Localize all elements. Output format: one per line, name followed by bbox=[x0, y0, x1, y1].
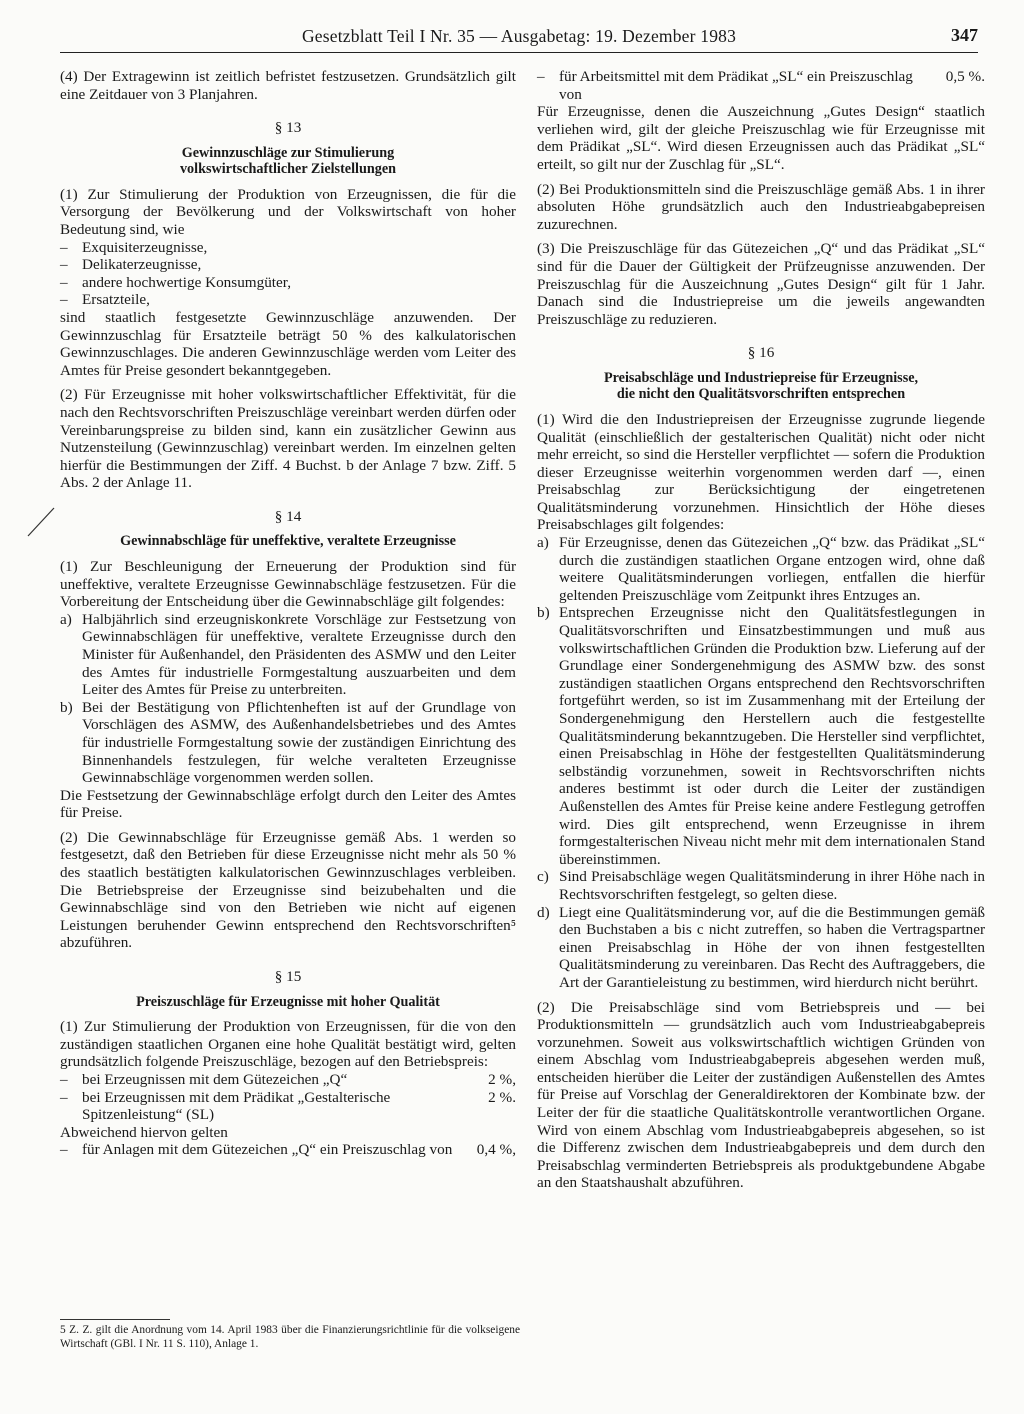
s16-paragraph-2: (2) Die Preisabschläge sind vom Betriebspreis und — bei Produktionsmitteln — grundsätzlich auch vom Industrieabgabepreis vorzunehmen. Soweit aus volkswirtschaftlich wichtigen Gründen von einem Abschlag vom Industrieabgabepreis abgesehen werden muß, entscheiden hierüber die Leiter der zuständigen Außenstellen des Amtes für Preise auf Vorschlag der Generaldirektoren der Kombinate bzw. der Leiter der für die staatliche Qualitätskontrolle verantwortlichen Organe. Wird von einem Abschlag vom Industrieabgabepreis abgesehen, so ist die Differenz zwischen dem Industrieabgabepreis und dem durch den Preisabschlag verminderten Betriebspreis als produktgebundene Abgabe an den Staatshaushalt abzuführen. bbox=[537, 998, 985, 1192]
s14-item-b: b) Bei der Bestätigung von Pflichtenheften ist auf der Grundlage von Vorschlägen des ASMW, des Außenhandelsbetriebes und des Amtes für industrielle Formgestaltung sowie der zuständigen Einrichtung des Binnenhandels festzulegen, für welche veralteten Erzeugnisse Gewinnabschläge vorgenommen werden sollen. bbox=[60, 698, 516, 787]
page-header bbox=[60, 26, 978, 53]
s13-list-item: – andere hochwertige Konsumgüter, bbox=[60, 273, 291, 291]
section-13-title-line2: volkswirtschaftlicher Zielstellungen bbox=[179, 161, 397, 178]
s13-list-item: – Exquisiterzeugnisse, bbox=[60, 238, 208, 256]
s15-paragraph-1: (1) Zur Stimulierung der Produktion von Erzeugnissen, für die von den zuständigen staatlichen Organen eine hohe Qualität bestätigt wird, gelten grundsätzlich folgende Preiszuschläge, bezogen auf den Betriebspreis: bbox=[60, 1018, 516, 1071]
section-16-title bbox=[537, 370, 985, 403]
handwritten-stroke bbox=[22, 500, 62, 540]
header-title: Gesetzblatt Teil I Nr. 35 — Ausgabetag: 19. Dezember 1983 bbox=[301, 26, 737, 46]
s14-item-a: a) Halbjährlich sind erzeugniskonkrete Vorschläge zur Festsetzung von Gewinnabschlägen für uneffektive, veraltete Erzeugnisse durch den Minister für Außenhandel, den Präsidenten des ASMW und den Leiter des Amtes für industrielle Formgestaltung auszuarbeiten und dem Leiter des Amtes für Preise zu unterbreiten. bbox=[60, 610, 516, 699]
left-column bbox=[60, 68, 516, 1159]
s13-paragraph-1b: sind staatlich festgesetzte Gewinnzuschläge anzuwenden. Der Gewinnzuschlag für Ersatzteile beträgt 50 % des kalkulatorischen Gewinnzuschlages. Die anderen Gewinnzuschläge werden vom Leiter des Amtes für Preise gesondert bekanntgegeben. bbox=[60, 308, 516, 379]
footnote: 5 Z. Z. gilt die Anordnung vom 14. April 1983 über die Finanzierungsrichtlinie für die volkseigene Wirtschaft (GBl. I Nr. 11 S. 110), Anlage 1. bbox=[60, 1324, 520, 1350]
s16-paragraph-1: (1) Wird die den Industriepreisen der Erzeugnisse zugrunde liegende Qualität (einschließlich der gestalterischen Qualität) nicht oder nicht mehr erreicht, so sind die Hersteller verpflichtet — sofern die Produktion dieser Erzeugnisse weiterhin vorgenommen werden darf —, einen Preisabschlag zur Berücksichtigung der eingetretenen Qualitätsminderung vorzunehmen. Hinsichtlich der Höhe dieses Preisabschlages gilt folgendes: bbox=[537, 410, 985, 534]
section-16-title-line1: Preisabschläge und Industriepreise für Erzeugnisse, bbox=[603, 369, 919, 386]
s15-abweichend: Abweichend hiervon gelten bbox=[60, 1123, 228, 1141]
s15-paragraph-3: (3) Die Preiszuschläge für das Gütezeichen „Q“ und das Prädikat „SL“ sind für die Dauer der Gültigkeit der Prüfzeugnisse anzuwenden. Der Preiszuschlag für die Auszeichnung „Gutes Design“ gilt für 1 Jahr. Danach sind die Industriepreise um die jeweils angewandten Preiszuschläge zu reduzieren. bbox=[537, 240, 985, 328]
s16-item-c: c) Sind Preisabschläge wegen Qualitätsminderung in ihrer Höhe nach in Rechtsvorschriften festgelegt, so gelten diese. bbox=[537, 868, 985, 903]
s16-item-a: a) Für Erzeugnisse, denen das Gütezeichen „Q“ bzw. das Prädikat „SL“ durch die zuständigen staatlichen Organe entzogen wird, ohne daß weitere Qualitätsminderungen vorliegen, entfallen die hierfür geltenden Preiszuschläge vom Zeitpunkt ihres Entzuges an. bbox=[537, 534, 985, 604]
s15-paragraph-1c: Für Erzeugnisse, denen die Auszeichnung „Gutes Design“ staatlich verliehen wird, gilt der gleiche Preiszuschlag wie für Erzeugnisse mit dem Prädikat „SL“. Wird diesen Erzeugnissen auch das Prädikat „SL“ erteilt, so gilt nur der Zuschlag für „SL“. bbox=[537, 103, 985, 173]
section-13-title-line1: Gewinnzuschläge zur Stimulierung bbox=[181, 144, 395, 161]
section-15-number: § 15 bbox=[274, 968, 302, 986]
s15-rate-row: – für Anlagen mit dem Gütezeichen „Q“ ein Preiszuschlag von 0,4 %, bbox=[60, 1141, 516, 1159]
s16-item-d: d) Liegt eine Qualitätsminderung vor, auf die die Bestimmungen gemäß den Buchstaben a bis c nicht zutreffen, so haben die Vertragspartner einen Preisabschlag in Höhe der von ihnen festgestellten Qualitätsminderung zu vereinbaren. Das Recht des Auftraggebers, die Art der Garantieleistung zu bestimmen, wird hierdurch nicht berührt. bbox=[537, 903, 985, 991]
s14-paragraph-2: (2) Die Gewinnabschläge für Erzeugnisse gemäß Abs. 1 werden so festgesetzt, daß den Betrieben für diese Erzeugnisse nicht mehr als 50 % des staatlich bestätigten kalkulatorischen Gewinnzuschlages verbleiben. Die Betriebspreise der Erzeugnisse sind beizubehalten und die Gewinnabschläge sind von den Betrieben wie nicht auf eigenen Leistungen beruhender Gewinn entsprechend den Rechtsvorschriften⁵ abzuführen. bbox=[60, 828, 516, 952]
section-14-number: § 14 bbox=[274, 507, 302, 525]
s16-item-b: b) Entsprechen Erzeugnisse nicht den Qualitätsfestlegungen in Qualitätsvorschriften und Einsatzbestimmungen und muß aus volkswirtschaftlichen Gründen die Produktion bzw. Lieferung auf der Grundlage einer Sondergenehmigung des ASMW bzw. des sonst zuständigen staatlichen Organs entsprechend den Rechtsvorschriften fortgeführt werden, so ist im Zusammenhang mit der Erteilung der Sondergenehmigung den Herstellern auch die festgestellte Qualitätsminderung bekanntzugeben. Die Hersteller sind verpflichtet, einen Preisabschlag in Höhe der festgestellten Qualitätsminderung selbständig vorzunehmen, soweit in Rechtsvorschriften nichts anderes bestimmt ist oder durch die Leiter der zuständigen Außenstellen des Amtes für Preise keine andere Festlegung getroffen wird. Dies gilt entsprechend, wenn Erzeugnisse in ihrem formgestalterischen Niveau nicht mehr mit dem internationalen Stand übereinstimmen. bbox=[537, 604, 985, 868]
s13-list-item: – Ersatzteile, bbox=[60, 291, 150, 309]
footnote-divider bbox=[60, 1319, 170, 1320]
page-number: 347 bbox=[951, 25, 978, 45]
s15-paragraph-2: (2) Bei Produktionsmitteln sind die Preiszuschläge gemäß Abs. 1 in ihrer absoluten Höhe grundsätzlich auch den Industrieabgabepreisen zuzurechnen. bbox=[537, 180, 985, 233]
paragraph-4: (4) Der Extragewinn ist zeitlich befristet festzusetzen. Grundsätzlich gilt eine Zeitdauer von 3 Planjahren. bbox=[60, 68, 516, 103]
section-16-number: § 16 bbox=[747, 344, 775, 362]
section-15-title: Preiszuschläge für Erzeugnisse mit hoher Qualität bbox=[136, 993, 440, 1010]
s14-paragraph-1b: Die Festsetzung der Gewinnabschläge erfolgt durch den Leiter des Amtes für Preise. bbox=[60, 786, 516, 822]
right-column bbox=[537, 68, 985, 1192]
section-14-title: Gewinnabschläge für uneffektive, veraltete Erzeugnisse bbox=[120, 533, 456, 550]
s15-rate-row: – bei Erzeugnissen mit dem Prädikat „Gestalterische Spitzenleistung“ (SL) 2 %. bbox=[60, 1088, 516, 1124]
s15-rate-row: – bei Erzeugnissen mit dem Gütezeichen „Q“ 2 %, bbox=[60, 1070, 516, 1088]
section-16-title-line2: die nicht den Qualitätsvorschriften entsprechen bbox=[616, 386, 906, 403]
section-13-number: § 13 bbox=[274, 119, 302, 137]
s15-rate-row: – für Arbeitsmittel mit dem Prädikat „SL“ ein Preiszuschlag von 0,5 %. bbox=[537, 68, 985, 103]
section-13-title bbox=[60, 145, 516, 178]
s13-paragraph-1: (1) Zur Stimulierung der Produktion von Erzeugnissen, die für die Versorgung der Bevölkerung und der Volkswirtschaft von hoher Bedeutung sind, wie bbox=[60, 185, 516, 238]
s14-paragraph-1: (1) Zur Beschleunigung der Erneuerung der Produktion sind für uneffektive, veraltete Erzeugnisse Gewinnabschläge festzusetzen. Für die Vorbereitung der Entscheidung über die Gewinnabschläge gilt folgendes: bbox=[60, 557, 516, 611]
s13-paragraph-2: (2) Für Erzeugnisse mit hoher volkswirtschaftlicher Effektivität, für die nach den Rechtsvorschriften Preiszuschläge vereinbart werden dürfen oder Vereinbarungspreise zu bilden sind, kann ein zusätzlicher Gewinn aus Nutzensteilung (Gewinnzuschlag) vereinbart werden. Im einzelnen gelten hierfür die Bestimmungen der Ziff. 4 Buchst. b der Anlage 7 bzw. Ziff. 5 Abs. 2 der Anlage 11. bbox=[60, 386, 516, 492]
s13-list-item: – Delikaterzeugnisse, bbox=[60, 256, 202, 274]
